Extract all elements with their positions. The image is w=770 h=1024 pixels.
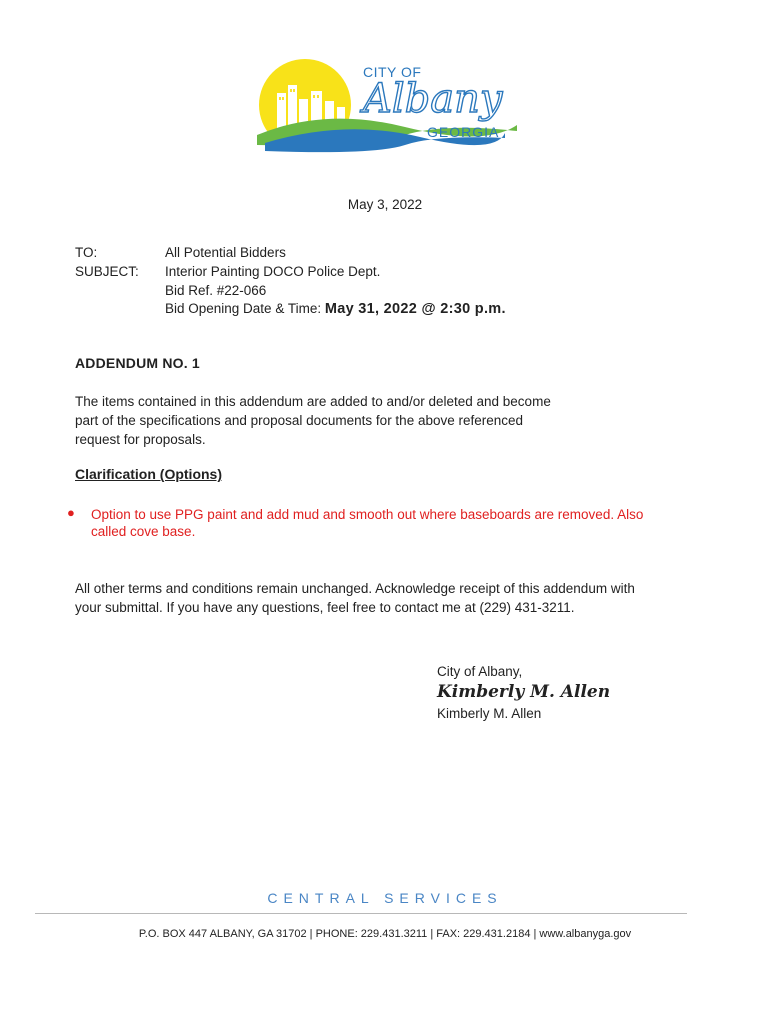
to-label: TO: xyxy=(75,245,98,260)
logo-georgia: GEORGIA xyxy=(427,124,500,140)
letter-date: May 3, 2022 xyxy=(347,197,423,212)
city-of-albany-logo xyxy=(255,55,525,165)
closing-line: your submittal. If you have any questions, feel free to contact me at (229) 431-3211. xyxy=(75,600,575,615)
handwritten-signature: Kimberly M. Allen xyxy=(437,682,611,702)
closing-line: All other terms and conditions remain unchanged. Acknowledge receipt of this addendum with xyxy=(75,581,635,596)
footer-divider xyxy=(35,913,687,914)
signer-name: Kimberly M. Allen xyxy=(437,706,542,721)
footer-address: P.O. BOX 447 ALBANY, GA 31702 | PHONE: 229.431.3211 | FAX: 229.431.2184 | www.albanyga.gov xyxy=(138,928,632,940)
clarification-item-continued: called cove base. xyxy=(91,524,196,539)
to-value: All Potential Bidders xyxy=(165,245,286,260)
footer-department: CENTRAL SERVICES xyxy=(267,890,503,906)
logo-albany: Albany xyxy=(363,76,503,122)
intro-line: request for proposals. xyxy=(75,432,206,447)
logo-city-of: CITY OF xyxy=(363,64,422,80)
bid-opening-value: May 31, 2022 @ 2:30 p.m. xyxy=(324,301,506,317)
intro-line: The items contained in this addendum are added to and/or deleted and become xyxy=(75,394,551,409)
bid-opening-prefix: Bid Opening Date & Time: xyxy=(165,301,322,316)
subject-value: Interior Painting DOCO Police Dept. xyxy=(165,264,381,279)
bullet-icon: ● xyxy=(67,505,75,520)
clarification-heading: Clarification (Options) xyxy=(75,466,222,482)
clarification-item: Option to use PPG paint and add mud and smooth out where baseboards are removed. Also xyxy=(91,507,644,522)
sign-off: City of Albany, xyxy=(437,664,523,679)
intro-line: part of the specifications and proposal documents for the above referenced xyxy=(75,413,524,428)
bid-ref: Bid Ref. #22-066 xyxy=(165,283,267,298)
subject-label: SUBJECT: xyxy=(75,264,139,279)
addendum-title: ADDENDUM NO. 1 xyxy=(75,355,200,371)
bid-opening xyxy=(165,301,506,317)
